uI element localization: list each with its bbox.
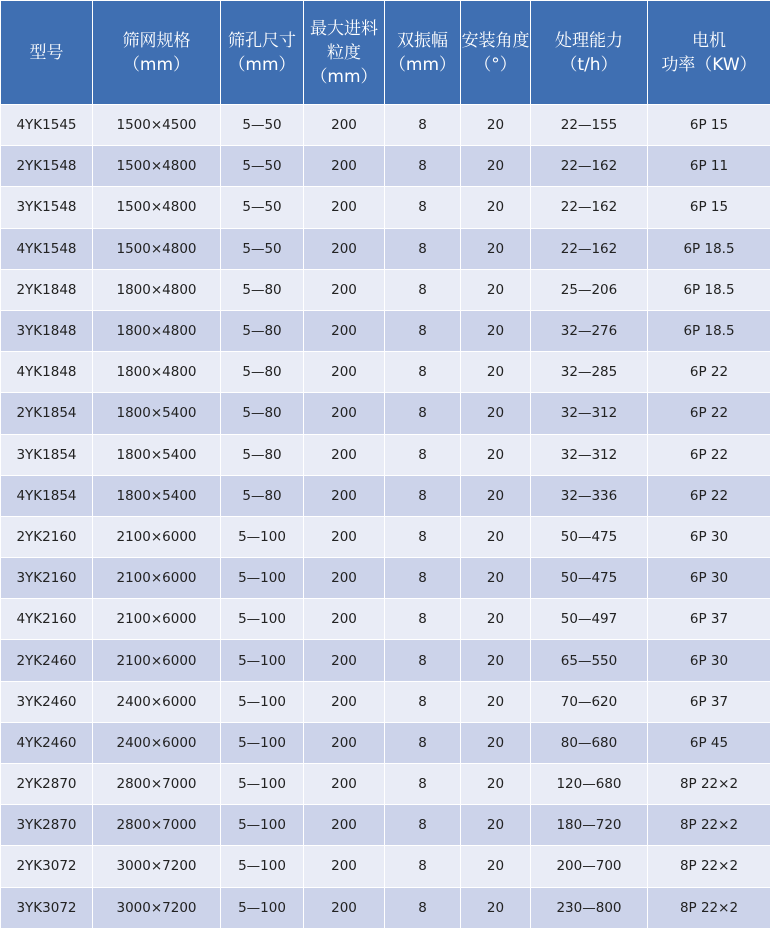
- cell-double-amplitude: 8: [385, 434, 461, 475]
- table-body: [1, 105, 770, 929]
- table-row: [1, 146, 770, 187]
- cell-motor-power: 6P 30: [648, 558, 770, 599]
- cell-double-amplitude: 8: [385, 599, 461, 640]
- cell-install-angle: 20: [461, 434, 531, 475]
- cell-screen-size: 1800×5400: [93, 475, 221, 516]
- cell-model: 2YK2460: [1, 640, 93, 681]
- cell-aperture-size: 5—100: [221, 681, 304, 722]
- table-row: [1, 228, 770, 269]
- cell-capacity: 25—206: [531, 269, 648, 310]
- cell-max-feed-size: 200: [304, 146, 385, 187]
- table-row: [1, 516, 770, 557]
- cell-max-feed-size: 200: [304, 599, 385, 640]
- cell-capacity: 200—700: [531, 846, 648, 887]
- cell-max-feed-size: 200: [304, 228, 385, 269]
- cell-capacity: 230—800: [531, 887, 648, 928]
- cell-double-amplitude: 8: [385, 764, 461, 805]
- cell-max-feed-size: 200: [304, 805, 385, 846]
- cell-double-amplitude: 8: [385, 640, 461, 681]
- cell-install-angle: 20: [461, 310, 531, 351]
- cell-max-feed-size: 200: [304, 269, 385, 310]
- header-motor-power: [648, 1, 770, 105]
- cell-max-feed-size: 200: [304, 352, 385, 393]
- cell-max-feed-size: 200: [304, 105, 385, 146]
- header-unit: （°）: [474, 54, 517, 75]
- cell-screen-size: 2400×6000: [93, 722, 221, 763]
- table-row: [1, 187, 770, 228]
- cell-aperture-size: 5—80: [221, 475, 304, 516]
- cell-max-feed-size: 200: [304, 764, 385, 805]
- cell-install-angle: 20: [461, 475, 531, 516]
- cell-screen-size: 2800×7000: [93, 805, 221, 846]
- cell-model: 2YK3072: [1, 846, 93, 887]
- cell-double-amplitude: 8: [385, 146, 461, 187]
- cell-double-amplitude: 8: [385, 105, 461, 146]
- cell-motor-power: 6P 22: [648, 352, 770, 393]
- cell-screen-size: 1500×4800: [93, 187, 221, 228]
- cell-screen-size: 1800×5400: [93, 393, 221, 434]
- cell-capacity: 80—680: [531, 722, 648, 763]
- cell-capacity: 22—162: [531, 187, 648, 228]
- cell-screen-size: 1500×4500: [93, 105, 221, 146]
- cell-model: 2YK1548: [1, 146, 93, 187]
- table-row: [1, 887, 770, 928]
- cell-capacity: 50—475: [531, 516, 648, 557]
- cell-screen-size: 2100×6000: [93, 558, 221, 599]
- cell-motor-power: 6P 18.5: [648, 310, 770, 351]
- cell-install-angle: 20: [461, 187, 531, 228]
- header-label: 筛孔尺寸: [228, 30, 296, 51]
- table-row: [1, 269, 770, 310]
- cell-motor-power: 6P 37: [648, 599, 770, 640]
- cell-double-amplitude: 8: [385, 310, 461, 351]
- cell-screen-size: 1500×4800: [93, 146, 221, 187]
- cell-max-feed-size: 200: [304, 393, 385, 434]
- cell-max-feed-size: 200: [304, 310, 385, 351]
- cell-motor-power: 6P 30: [648, 640, 770, 681]
- cell-screen-size: 2800×7000: [93, 764, 221, 805]
- cell-motor-power: 6P 11: [648, 146, 770, 187]
- cell-max-feed-size: 200: [304, 558, 385, 599]
- cell-capacity: 120—680: [531, 764, 648, 805]
- cell-motor-power: 8P 22×2: [648, 805, 770, 846]
- header-row: [1, 1, 770, 105]
- cell-screen-size: 2100×6000: [93, 640, 221, 681]
- cell-model: 3YK1548: [1, 187, 93, 228]
- header-label: 双振幅: [397, 30, 448, 51]
- cell-screen-size: 1800×4800: [93, 352, 221, 393]
- table-row: [1, 475, 770, 516]
- cell-install-angle: 20: [461, 640, 531, 681]
- cell-model: 2YK1848: [1, 269, 93, 310]
- table-row: [1, 846, 770, 887]
- cell-model: 4YK1548: [1, 228, 93, 269]
- cell-motor-power: 8P 22×2: [648, 764, 770, 805]
- table-header: [1, 1, 770, 105]
- header-unit: （mm）: [310, 66, 378, 87]
- table-row: [1, 681, 770, 722]
- cell-aperture-size: 5—80: [221, 393, 304, 434]
- cell-capacity: 50—475: [531, 558, 648, 599]
- cell-motor-power: 6P 18.5: [648, 269, 770, 310]
- cell-screen-size: 3000×7200: [93, 887, 221, 928]
- header-screen-size: [93, 1, 221, 105]
- cell-install-angle: 20: [461, 887, 531, 928]
- header-unit: （mm）: [122, 54, 191, 75]
- table-row: [1, 352, 770, 393]
- cell-double-amplitude: 8: [385, 516, 461, 557]
- cell-capacity: 22—162: [531, 146, 648, 187]
- cell-model: 3YK2460: [1, 681, 93, 722]
- cell-model: 4YK1854: [1, 475, 93, 516]
- cell-motor-power: 6P 22: [648, 393, 770, 434]
- cell-screen-size: 1800×4800: [93, 269, 221, 310]
- cell-capacity: 32—285: [531, 352, 648, 393]
- cell-model: 3YK3072: [1, 887, 93, 928]
- cell-capacity: 32—312: [531, 434, 648, 475]
- cell-double-amplitude: 8: [385, 681, 461, 722]
- table-row: [1, 393, 770, 434]
- cell-install-angle: 20: [461, 228, 531, 269]
- cell-double-amplitude: 8: [385, 352, 461, 393]
- cell-motor-power: 6P 45: [648, 722, 770, 763]
- cell-double-amplitude: 8: [385, 187, 461, 228]
- cell-motor-power: 8P 22×2: [648, 846, 770, 887]
- cell-screen-size: 1800×5400: [93, 434, 221, 475]
- cell-screen-size: 3000×7200: [93, 846, 221, 887]
- cell-double-amplitude: 8: [385, 558, 461, 599]
- cell-aperture-size: 5—50: [221, 105, 304, 146]
- header-label: 电机: [692, 30, 726, 51]
- cell-motor-power: 6P 22: [648, 434, 770, 475]
- cell-double-amplitude: 8: [385, 269, 461, 310]
- cell-install-angle: 20: [461, 516, 531, 557]
- cell-motor-power: 6P 37: [648, 681, 770, 722]
- cell-capacity: 180—720: [531, 805, 648, 846]
- cell-screen-size: 1800×4800: [93, 310, 221, 351]
- table-row: [1, 764, 770, 805]
- header-label: 筛网规格: [122, 30, 191, 51]
- cell-install-angle: 20: [461, 599, 531, 640]
- cell-double-amplitude: 8: [385, 475, 461, 516]
- cell-double-amplitude: 8: [385, 722, 461, 763]
- cell-max-feed-size: 200: [304, 887, 385, 928]
- cell-install-angle: 20: [461, 681, 531, 722]
- header-unit: （mm）: [388, 54, 457, 75]
- cell-aperture-size: 5—100: [221, 764, 304, 805]
- header-capacity: [531, 1, 648, 105]
- cell-screen-size: 2100×6000: [93, 599, 221, 640]
- cell-double-amplitude: 8: [385, 393, 461, 434]
- cell-max-feed-size: 200: [304, 722, 385, 763]
- header-aperture-size: [221, 1, 304, 105]
- cell-screen-size: 2400×6000: [93, 681, 221, 722]
- cell-max-feed-size: 200: [304, 434, 385, 475]
- cell-double-amplitude: 8: [385, 805, 461, 846]
- cell-motor-power: 6P 22: [648, 475, 770, 516]
- cell-install-angle: 20: [461, 269, 531, 310]
- table-row: [1, 310, 770, 351]
- header-double-amplitude: [385, 1, 461, 105]
- cell-double-amplitude: 8: [385, 887, 461, 928]
- header-label: 处理能力: [555, 30, 623, 51]
- cell-model: 4YK2460: [1, 722, 93, 763]
- cell-install-angle: 20: [461, 722, 531, 763]
- table-row: [1, 805, 770, 846]
- cell-aperture-size: 5—100: [221, 558, 304, 599]
- cell-aperture-size: 5—100: [221, 887, 304, 928]
- header-max-feed-size: [304, 1, 385, 105]
- cell-aperture-size: 5—100: [221, 805, 304, 846]
- header-unit: （mm）: [228, 54, 296, 75]
- cell-model: 3YK2160: [1, 558, 93, 599]
- cell-model: 2YK2160: [1, 516, 93, 557]
- cell-install-angle: 20: [461, 558, 531, 599]
- table-row: [1, 722, 770, 763]
- header-label: 最大进料粒度: [310, 18, 378, 63]
- cell-aperture-size: 5—100: [221, 516, 304, 557]
- cell-model: 2YK1854: [1, 393, 93, 434]
- cell-install-angle: 20: [461, 352, 531, 393]
- cell-capacity: 70—620: [531, 681, 648, 722]
- cell-install-angle: 20: [461, 805, 531, 846]
- header-label: 型号: [29, 42, 64, 63]
- cell-motor-power: 6P 30: [648, 516, 770, 557]
- cell-double-amplitude: 8: [385, 846, 461, 887]
- cell-model: 2YK2870: [1, 764, 93, 805]
- cell-aperture-size: 5—100: [221, 640, 304, 681]
- cell-max-feed-size: 200: [304, 516, 385, 557]
- header-unit: 功率（KW）: [661, 54, 757, 75]
- cell-screen-size: 2100×6000: [93, 516, 221, 557]
- cell-install-angle: 20: [461, 393, 531, 434]
- cell-aperture-size: 5—100: [221, 846, 304, 887]
- cell-install-angle: 20: [461, 846, 531, 887]
- cell-install-angle: 20: [461, 764, 531, 805]
- cell-aperture-size: 5—50: [221, 187, 304, 228]
- cell-capacity: 32—312: [531, 393, 648, 434]
- cell-capacity: 32—336: [531, 475, 648, 516]
- cell-aperture-size: 5—80: [221, 352, 304, 393]
- cell-double-amplitude: 8: [385, 228, 461, 269]
- cell-motor-power: 6P 15: [648, 187, 770, 228]
- cell-model: 4YK2160: [1, 599, 93, 640]
- header-install-angle: [461, 1, 531, 105]
- cell-aperture-size: 5—50: [221, 228, 304, 269]
- cell-aperture-size: 5—80: [221, 434, 304, 475]
- cell-aperture-size: 5—50: [221, 146, 304, 187]
- cell-aperture-size: 5—100: [221, 599, 304, 640]
- table-row: [1, 434, 770, 475]
- cell-capacity: 22—155: [531, 105, 648, 146]
- cell-model: 4YK1545: [1, 105, 93, 146]
- cell-screen-size: 1500×4800: [93, 228, 221, 269]
- cell-max-feed-size: 200: [304, 187, 385, 228]
- cell-max-feed-size: 200: [304, 475, 385, 516]
- cell-max-feed-size: 200: [304, 681, 385, 722]
- cell-model: 4YK1848: [1, 352, 93, 393]
- cell-install-angle: 20: [461, 146, 531, 187]
- cell-capacity: 65—550: [531, 640, 648, 681]
- cell-motor-power: 6P 18.5: [648, 228, 770, 269]
- table-row: [1, 105, 770, 146]
- cell-aperture-size: 5—80: [221, 310, 304, 351]
- table-row: [1, 599, 770, 640]
- cell-install-angle: 20: [461, 105, 531, 146]
- cell-max-feed-size: 200: [304, 846, 385, 887]
- cell-capacity: 32—276: [531, 310, 648, 351]
- cell-model: 3YK1854: [1, 434, 93, 475]
- cell-model: 3YK1848: [1, 310, 93, 351]
- cell-motor-power: 6P 15: [648, 105, 770, 146]
- table-row: [1, 640, 770, 681]
- cell-model: 3YK2870: [1, 805, 93, 846]
- cell-motor-power: 8P 22×2: [648, 887, 770, 928]
- cell-aperture-size: 5—80: [221, 269, 304, 310]
- cell-aperture-size: 5—100: [221, 722, 304, 763]
- header-model: [1, 1, 93, 105]
- header-unit: （t/h）: [560, 54, 618, 75]
- table-row: [1, 558, 770, 599]
- cell-capacity: 50—497: [531, 599, 648, 640]
- cell-max-feed-size: 200: [304, 640, 385, 681]
- cell-capacity: 22—162: [531, 228, 648, 269]
- header-label: 安装角度: [461, 30, 530, 51]
